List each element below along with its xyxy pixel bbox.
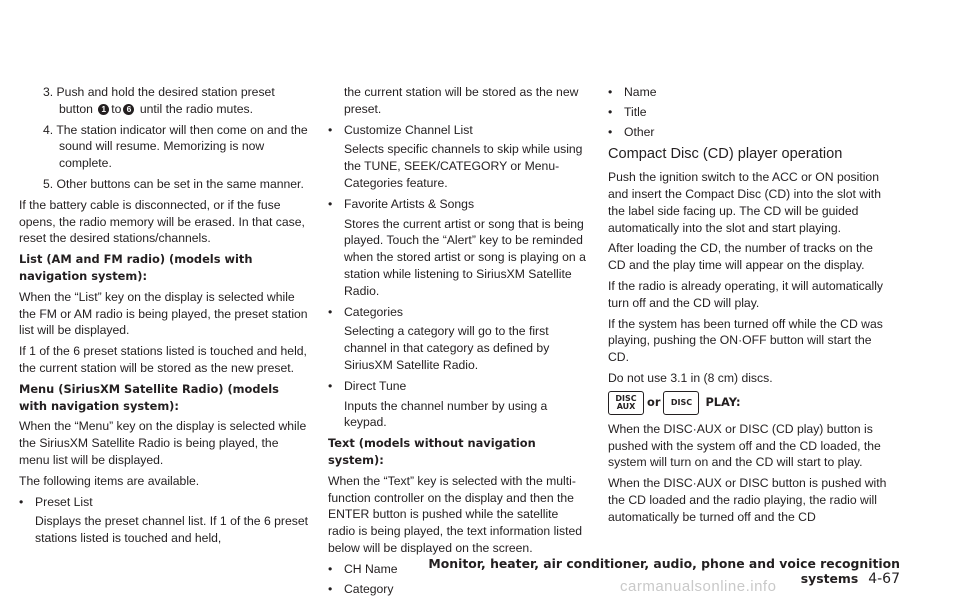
cd-section-heading: Compact Disc (CD) player operation [608, 146, 843, 163]
preset-6-key-icon: 6 [123, 104, 134, 115]
menu-paragraph: When the “Menu” key on the display is selected while the SiriusXM Satellite Radio is being played, the menu list will be displayed. [19, 419, 307, 467]
play-heading: DISC AUX or DISC PLAY: [608, 391, 890, 415]
watermark: carmanualsonline.info [620, 578, 777, 595]
categories-description: Selecting a category will go to the first channel in that category as defined by SiriusXM Satellite Radio. [344, 324, 550, 372]
bullet-favorites: • Favorite Artists & Songs [328, 196, 475, 211]
bullet-direct-tune: • Direct Tune [328, 378, 407, 393]
bullet-categories: • Categories [328, 304, 403, 319]
bullet-icon: • [608, 85, 613, 99]
bullet-icon: • [328, 581, 333, 596]
menu-heading: Menu (SiriusXM Satellite Radio) (models with navigation system): [19, 381, 279, 413]
bullet-other: • Other [608, 124, 655, 139]
play-paragraph-1: When the DISC·AUX or DISC (CD play) button is pushed with the system off and the CD loaded, the system will turn on and the CD will start to play. [608, 421, 881, 470]
bullet-icon: • [328, 561, 333, 576]
cd-paragraph-4: If the system has been turned off while the CD was playing, pushing the ON·OFF button will start the CD. [608, 316, 883, 365]
favorites-description: Stores the current artist or song that is being played. Touch the “Alert” key to be reminded when the stored artist or song is playing on a station while listening to SiriusXM Satellite Radio. [344, 216, 586, 298]
column-left [19, 84, 308, 551]
column-middle [328, 84, 588, 600]
bullet-icon: • [19, 494, 24, 509]
text-paragraph: When the “Text” key is selected with the multi-function controller on the display and then the ENTER button is pushed while the satellite radio is being played, the text information listed below will be displayed on the screen. [328, 473, 583, 555]
play-paragraph-2: When the DISC·AUX or DISC button is pushed with the CD loaded and the radio playing, the radio will automatically be turned off and the CD [608, 476, 887, 524]
bullet-preset-list: • Preset List [19, 494, 93, 509]
step-5: 5. Other buttons can be set in the same manner. [43, 176, 304, 191]
bullet-icon: • [608, 104, 613, 119]
bullet-category: • Category [328, 581, 394, 596]
cd-paragraph-1: Push the ignition switch to the ACC or ON position and insert the Compact Disc (CD) into the slot with the label side facing up. The CD will be guided automatically into the slot and start playing. [608, 170, 881, 235]
text-heading: Text (models without navigation system): [328, 436, 536, 467]
preset-1-key-icon: 1 [98, 104, 109, 115]
list-heading: List (AM and FM radio) (models with navigation system): [19, 252, 253, 283]
direct-tune-description: Inputs the channel number by using a keypad. [344, 398, 548, 430]
disc-key-icon: DISC [663, 391, 699, 415]
bullet-icon: • [608, 124, 613, 139]
step-3: 3. Push and hold the desired station preset button 1 to 6 until the radio mutes. [43, 85, 275, 116]
bullet-ch-name: • CH Name [328, 561, 398, 576]
bullet-icon: • [328, 378, 333, 393]
cd-paragraph-5: Do not use 3.1 in (8 cm) discs. [608, 370, 773, 385]
bullet-name: • Name [608, 85, 657, 99]
preset-list-description: Displays the preset channel list. If 1 of the 6 preset stations listed is touched and held, [35, 514, 309, 546]
items-intro: The following items are available. [19, 473, 200, 488]
bullet-icon: • [328, 122, 333, 137]
bullet-customize: • Customize Channel List [328, 122, 473, 137]
list-paragraph-1: When the “List” key on the display is selected while the FM or AM radio is being played, the preset station list will be displayed. [19, 289, 308, 338]
step-4: 4. The station indicator will then come on and the sound will resume. Memorizing is now complete. [43, 122, 308, 171]
bullet-icon: • [328, 196, 333, 211]
column-right [608, 84, 890, 530]
battery-note: If the battery cable is disconnected, or if the fuse opens, the radio memory will be erased. In that case, reset the desired stations/channels. [19, 197, 305, 246]
footer-title: Monitor, heater, air conditioner, audio, phone and voice recognition systems [428, 556, 900, 586]
cd-paragraph-2: After loading the CD, the number of tracks on the CD and the play time will appear on the display. [608, 241, 873, 273]
bullet-title: • Title [608, 104, 647, 119]
cd-paragraph-3: If the radio is already operating, it will automatically turn off and the CD will play. [608, 278, 884, 310]
preset-list-description-cont: the current station will be stored as the new preset. [344, 85, 579, 116]
list-paragraph-2: If 1 of the 6 preset stations listed is touched and held, the current station will be stored as the new preset. [19, 344, 307, 375]
disc-aux-key-icon: DISC AUX [608, 391, 644, 415]
customize-description: Selects specific channels to skip while using the TUNE, SEEK/CATEGORY or Menu-Categories feature. [344, 142, 583, 190]
page-number: 4-67 [868, 571, 900, 587]
bullet-icon: • [328, 304, 333, 319]
